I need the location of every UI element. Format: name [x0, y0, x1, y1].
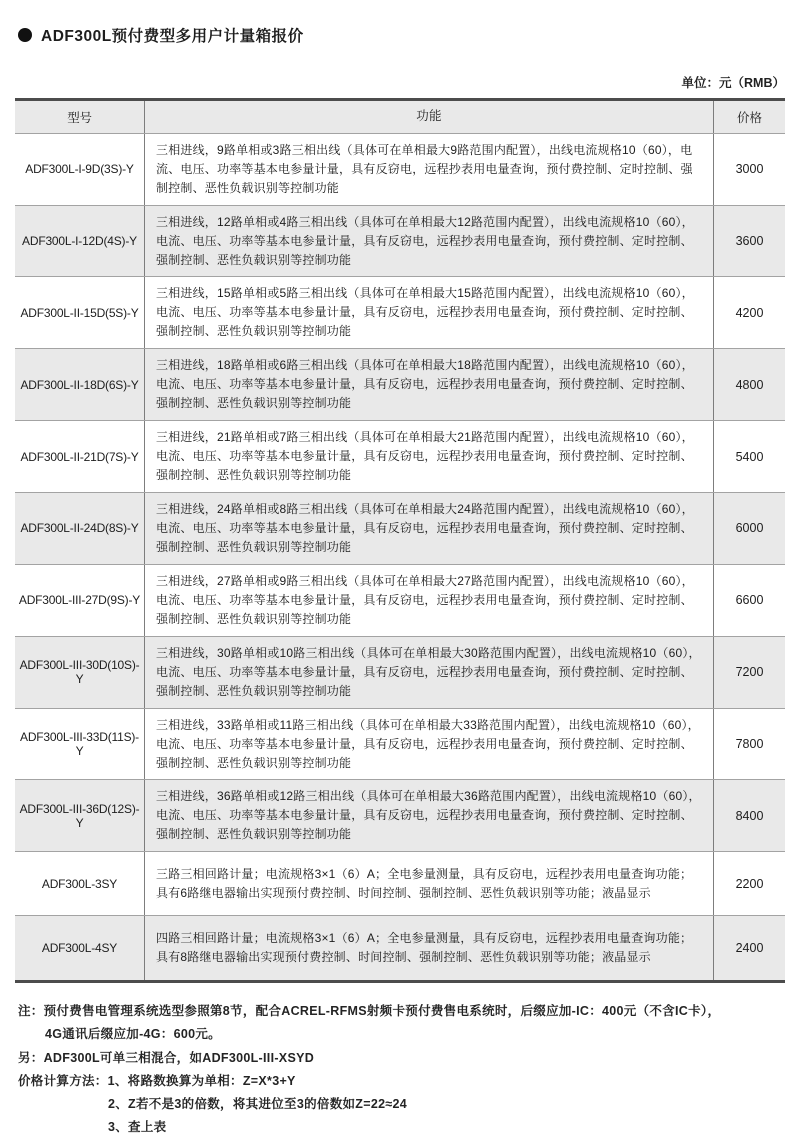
table-row — [15, 709, 785, 781]
page-title: ADF300L预付费型多用户计量箱报价 — [41, 28, 304, 45]
note-line: 另：ADF300L可单三相混合，如ADF300L-III-XSYD — [18, 1050, 315, 1065]
price-cell: 3000 — [713, 134, 785, 205]
model-cell: ADF300L-II-24D(8S)-Y — [15, 493, 145, 564]
bullet-icon — [18, 28, 32, 42]
header-model: 型号 — [15, 101, 145, 133]
model-cell: ADF300L-II-18D(6S)-Y — [15, 349, 145, 420]
table-row — [15, 206, 785, 278]
table-row — [15, 916, 785, 980]
function-cell: 三相进线，24路单相或8路三相出线（具体可在单相最大24路范围内配置），出线电流规格10（60），电流、电压、功率等基本电参量计量，具有反窃电，远程抄表用电量查询，预付费控制、定时控制、强制控制、恶性负载识别等控制功能 — [156, 502, 694, 554]
note-line: 注：预付费售电管理系统选型参照第8节，配合ACREL-RFMS射频卡预付费售电系统时，后缀应加-IC：400元（不含IC卡）， — [18, 1004, 721, 1019]
page-title-row — [18, 24, 785, 46]
unit-label: 单位：元（RMB） — [681, 76, 785, 90]
model-cell: ADF300L-III-33D(11S)-Y — [15, 709, 145, 780]
price-cell: 8400 — [713, 780, 785, 851]
price-cell: 7800 — [713, 709, 785, 780]
function-cell: 三相进线，36路单相或12路三相出线（具体可在单相最大36路范围内配置），出线电流规格10（60），电流、电压、功率等基本电参量计量，具有反窃电，远程抄表用电量查询，预付费控制、定时控制、强制控制、恶性负载识别等控制功能 — [156, 789, 701, 842]
price-cell: 5400 — [713, 421, 785, 492]
model-cell: ADF300L-II-21D(7S)-Y — [15, 421, 145, 492]
price-cell: 4800 — [713, 349, 785, 420]
function-cell: 三相进线，27路单相或9路三相出线（具体可在单相最大27路范围内配置），出线电流规格10（60），电流、电压、功率等基本电参量计量，具有反窃电，远程抄表用电量查询，预付费控制、定时控制、强制控制、恶性负载识别等控制功能 — [156, 573, 694, 626]
table-row — [15, 565, 785, 637]
model-cell: ADF300L-3SY — [15, 852, 145, 915]
price-cell: 3600 — [713, 206, 785, 277]
model-cell: ADF300L-II-15D(5S)-Y — [15, 277, 145, 348]
price-cell: 2400 — [713, 916, 785, 980]
function-cell: 三相进线，12路单相或4路三相出线（具体可在单相最大12路范围内配置），出线电流规格10（60），电流、电压、功率等基本电参量计量，具有反窃电，远程抄表用电量查询，预付费控制、定时控制、强制控制、恶性负载识别等控制功能 — [156, 214, 694, 267]
model-cell: ADF300L-III-27D(9S)-Y — [15, 565, 145, 636]
price-cell: 6000 — [713, 493, 785, 564]
model-cell: ADF300L-4SY — [15, 916, 145, 980]
function-cell: 三相进线，30路单相或10路三相出线（具体可在单相最大30路范围内配置），出线电流规格10（60），电流、电压、功率等基本电参量计量，具有反窃电，远程抄表用电量查询，预付费控制、定时控制、强制控制、恶性负载识别等控制功能 — [156, 645, 701, 698]
table-row — [15, 493, 785, 565]
table-row — [15, 780, 785, 852]
function-cell: 三相进线，33路单相或11路三相出线（具体可在单相最大33路范围内配置），出线电流规格10（60），电流、电压、功率等基本电参量计量，具有反窃电，远程抄表用电量查询，预付费控制、定时控制、强制控制、恶性负载识别等控制功能 — [156, 717, 700, 770]
function-cell: 三相进线，15路单相或5路三相出线（具体可在单相最大15路范围内配置），出线电流规格10（60），电流、电压、功率等基本电参量计量，具有反窃电，远程抄表用电量查询，预付费控制、定时控制、强制控制、恶性负载识别等控制功能 — [156, 286, 694, 339]
model-cell: ADF300L-III-36D(12S)-Y — [15, 780, 145, 851]
price-cell: 7200 — [713, 637, 785, 708]
function-cell: 三路三相回路计量；电流规格3×1（6）A；全电参量测量，具有反窃电，远程抄表用电量查询功能；具有6路继电器输出实现预付费控制、时间控制、强制控制、恶性负载识别等功能；液晶显示 — [156, 866, 693, 900]
function-cell: 三相进线，9路单相或3路三相出线（具体可在单相最大9路范围内配置），出线电流规格10（60），电流、电压、功率等基本电参量计量，具有反窃电，远程抄表用电量查询，预付费控制、定时控制、强制控制、恶性负载识别等控制功能 — [156, 142, 693, 195]
price-cell: 6600 — [713, 565, 785, 636]
model-cell: ADF300L-III-30D(10S)-Y — [15, 637, 145, 708]
table-row — [15, 637, 785, 709]
model-cell: ADF300L-I-9D(3S)-Y — [15, 134, 145, 205]
price-table — [15, 98, 785, 983]
table-header-row — [15, 101, 785, 134]
function-cell: 四路三相回路计量；电流规格3×1（6）A；全电参量测量，具有反窃电，远程抄表用电量查询功能；具有8路继电器输出实现预付费控制、时间控制、强制控制、恶性负载识别等功能；液晶显示 — [156, 931, 693, 965]
table-row — [15, 277, 785, 349]
table-row — [15, 134, 785, 206]
table-body — [15, 134, 785, 981]
notes-section — [18, 1000, 785, 1139]
table-row — [15, 349, 785, 421]
note-line: 2、Z若不是3的倍数，将其进位至3的倍数如Z=22≈24 — [108, 1096, 407, 1111]
note-line: 价格计算方法：1、将路数换算为单相：Z=X*3+Y — [18, 1073, 296, 1088]
note-line: 3、查上表 — [108, 1119, 167, 1134]
header-function: 功能 — [416, 109, 442, 123]
price-cell: 2200 — [713, 852, 785, 915]
function-cell: 三相进线，18路单相或6路三相出线（具体可在单相最大18路范围内配置），出线电流规格10（60），电流、电压、功率等基本电参量计量，具有反窃电，远程抄表用电量查询，预付费控制、定时控制、强制控制、恶性负载识别等控制功能 — [156, 358, 694, 411]
header-price: 价格 — [713, 101, 785, 133]
price-cell: 4200 — [713, 277, 785, 348]
table-row — [15, 421, 785, 493]
table-row — [15, 852, 785, 916]
model-cell: ADF300L-I-12D(4S)-Y — [15, 206, 145, 277]
note-line: 4G通讯后缀应加-4G：600元。 — [45, 1027, 221, 1042]
function-cell: 三相进线，21路单相或7路三相出线（具体可在单相最大21路范围内配置），出线电流规格10（60），电流、电压、功率等基本电参量计量，具有反窃电，远程抄表用电量查询，预付费控制、定时控制、强制控制、恶性负载识别等控制功能 — [156, 430, 694, 483]
